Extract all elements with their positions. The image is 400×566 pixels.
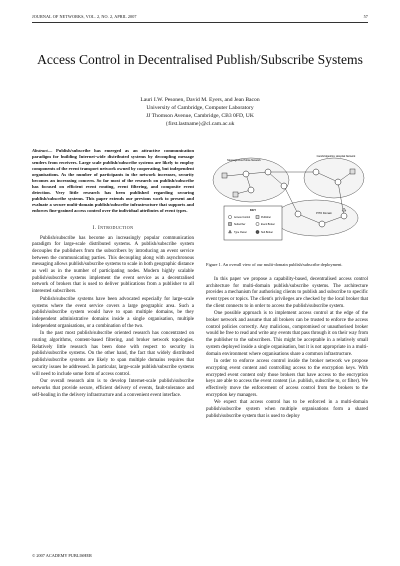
key-item-sub-broker: Sub Broker — [261, 231, 273, 234]
paragraph: In order to enforce access control inside the broker network we propose encrypting event content and controlling access to the encryption keys. With encrypted event content only those brokers that have access to the encryption keys are able to access the event content (i.e. publish, subscribe to, or filter). We effectively move the enforcement of access control from the brokers to the encryption key managers. — [206, 359, 368, 398]
key-item-event-broker: Event Broker — [261, 223, 275, 226]
key-item-subscriber: Subscriber — [234, 223, 246, 226]
section-heading-introduction: I. Introduction — [92, 225, 134, 231]
key-item-publisher: Publisher — [261, 216, 271, 219]
author-affiliation: University of Cambridge, Computer Laboratory — [146, 104, 254, 111]
key-item-access-control: Access Control — [234, 216, 251, 219]
abstract — [32, 148, 194, 215]
paragraph: Publish/subscribe has become an increasingly popular communication paradigm for large-scale distributed systems. A publish/subscribe system decouples the publishers from the subscribers by introducing an event service between the communicating parties. This decoupling along with asynchronous messaging allows publish/subscribe systems to scale in both geographic distance as well as in the number of participating nodes. Modern highly scalable publish/subscribe systems implement the event service as a decentralised network of brokers that is used to deliver publications from a publisher to all interested subscribers. — [32, 235, 194, 295]
paragraph: In this paper we propose a capability-based, decentralised access control architecture for multi-domain publish/subscribe systems. The architecture provides a mechanism for authorising clients to publish and subscribe to specific event types or topics. The client's privileges are checked by the local broker that the client connects to in order to access the publish/subscribe system. — [206, 276, 368, 309]
author-email: {first.lastname}@cl.cam.ac.uk — [165, 120, 235, 127]
right-cloud-label: Cambridgeshire Hospital Network — [316, 155, 356, 158]
key-title: KEY — [249, 208, 257, 212]
bottom-cloud-label: PITO Domain — [316, 212, 332, 215]
paragraph: Our overall research aim is to develop Internet-scale publish/subscribe networks that provide secure, efficient delivery of events, fault-tolerance and self-healing in the delivery infrastructure and a convenient event interface. — [32, 379, 194, 398]
police-network-cloud — [213, 158, 289, 202]
author-block — [32, 97, 368, 129]
journal-name: JOURNAL OF NETWORKS, VOL. 2, NO. 2, APRIL 2007 — [32, 14, 137, 19]
paragraph: In the past most publish/subscribe oriented research has concentrated on routing algorithms, content-based filtering, and broker network topologies. Relatively little research has been done with respect to security in publish/subscribe systems. On the other hand, the fact that widely distributed publish/subscribe systems are likely to span multiple domains requires that security issues be addressed. In particular, large-scale publish/subscribe systems will need to include some form of access control. — [32, 331, 194, 377]
right-column — [206, 148, 368, 421]
copyright-notice: © 2007 ACADEMY PUBLISHER — [32, 553, 92, 558]
running-header — [32, 11, 368, 23]
page-number: 57 — [363, 14, 368, 19]
paragraph: We expect that access control has to be enforced in a multi-domain publish/subscribe system when multiple organisations form a shared publish/subscribe system that is used to deploy — [206, 400, 368, 419]
left-cloud-label: Message-bus Police Network — [227, 159, 261, 162]
figure-caption: Figure 1. An overall view of our multi-domain publish/subscribe deployment. — [206, 262, 343, 267]
paper-title: Access Control in Decentralised Publish/Subscribe Systems — [37, 52, 363, 67]
author-names: Lauri I.W. Pesonen, David M. Eyers, and Jean Bacon — [140, 97, 260, 103]
key-item-type-owner: Type Owner — [234, 231, 247, 234]
figure-key — [224, 206, 282, 240]
author-address: JJ Thomson Avenue, Cambridge, CB3 0FD, UK — [146, 112, 254, 119]
left-column — [32, 148, 194, 399]
deployment-diagram — [206, 148, 368, 260]
paragraph: One possible approach is to implement access control at the edge of the broker network and assume that all brokers can be trusted to enforce the access control policies correctly. Any malicious, compromised or unauthorised broker would be free to read and write any events that pass through it on their way from the publisher to the subscribers. This might be acceptable in a relatively small system deployed inside a single organisation, but it is not appropriate in a multi-domain environment where organisations share a common infrastructure. — [206, 311, 368, 357]
abstract-text: — Publish/subscribe has emerged as an attractive communication paradigm for building Internet-wide distributed systems by decoupling message senders from receivers. Large scale publish/subscribe systems are likely to employ components of the event transport network owned by cooperating, but independent organisations. As the number of participants in the network increases, security becomes an increasing concern. So far most of the research on publish/subscribe has focused on efficient event routing, event filtering, and composite event detection. Very little research has been published regarding securing publish/subscribe systems. This paper extends our previous work to present and evaluate a secure multi-domain publish/subscribe infrastructure that supports and enforces fine-grained access control over the individual attributes of event types. — [32, 148, 194, 214]
paragraph: Publish/subscribe systems have been advocated especially for large-scale systems where the event service covers a large geographic area. Such a publish/subscribe system would have to span multiple domains, be they independent administrative domains inside a single organisation, multiple independent organisations, or a combination of the two. — [32, 296, 194, 329]
figure-1 — [206, 148, 368, 260]
hospital-network-cloud — [304, 158, 364, 198]
abstract-lead: Abstract — [32, 148, 48, 153]
